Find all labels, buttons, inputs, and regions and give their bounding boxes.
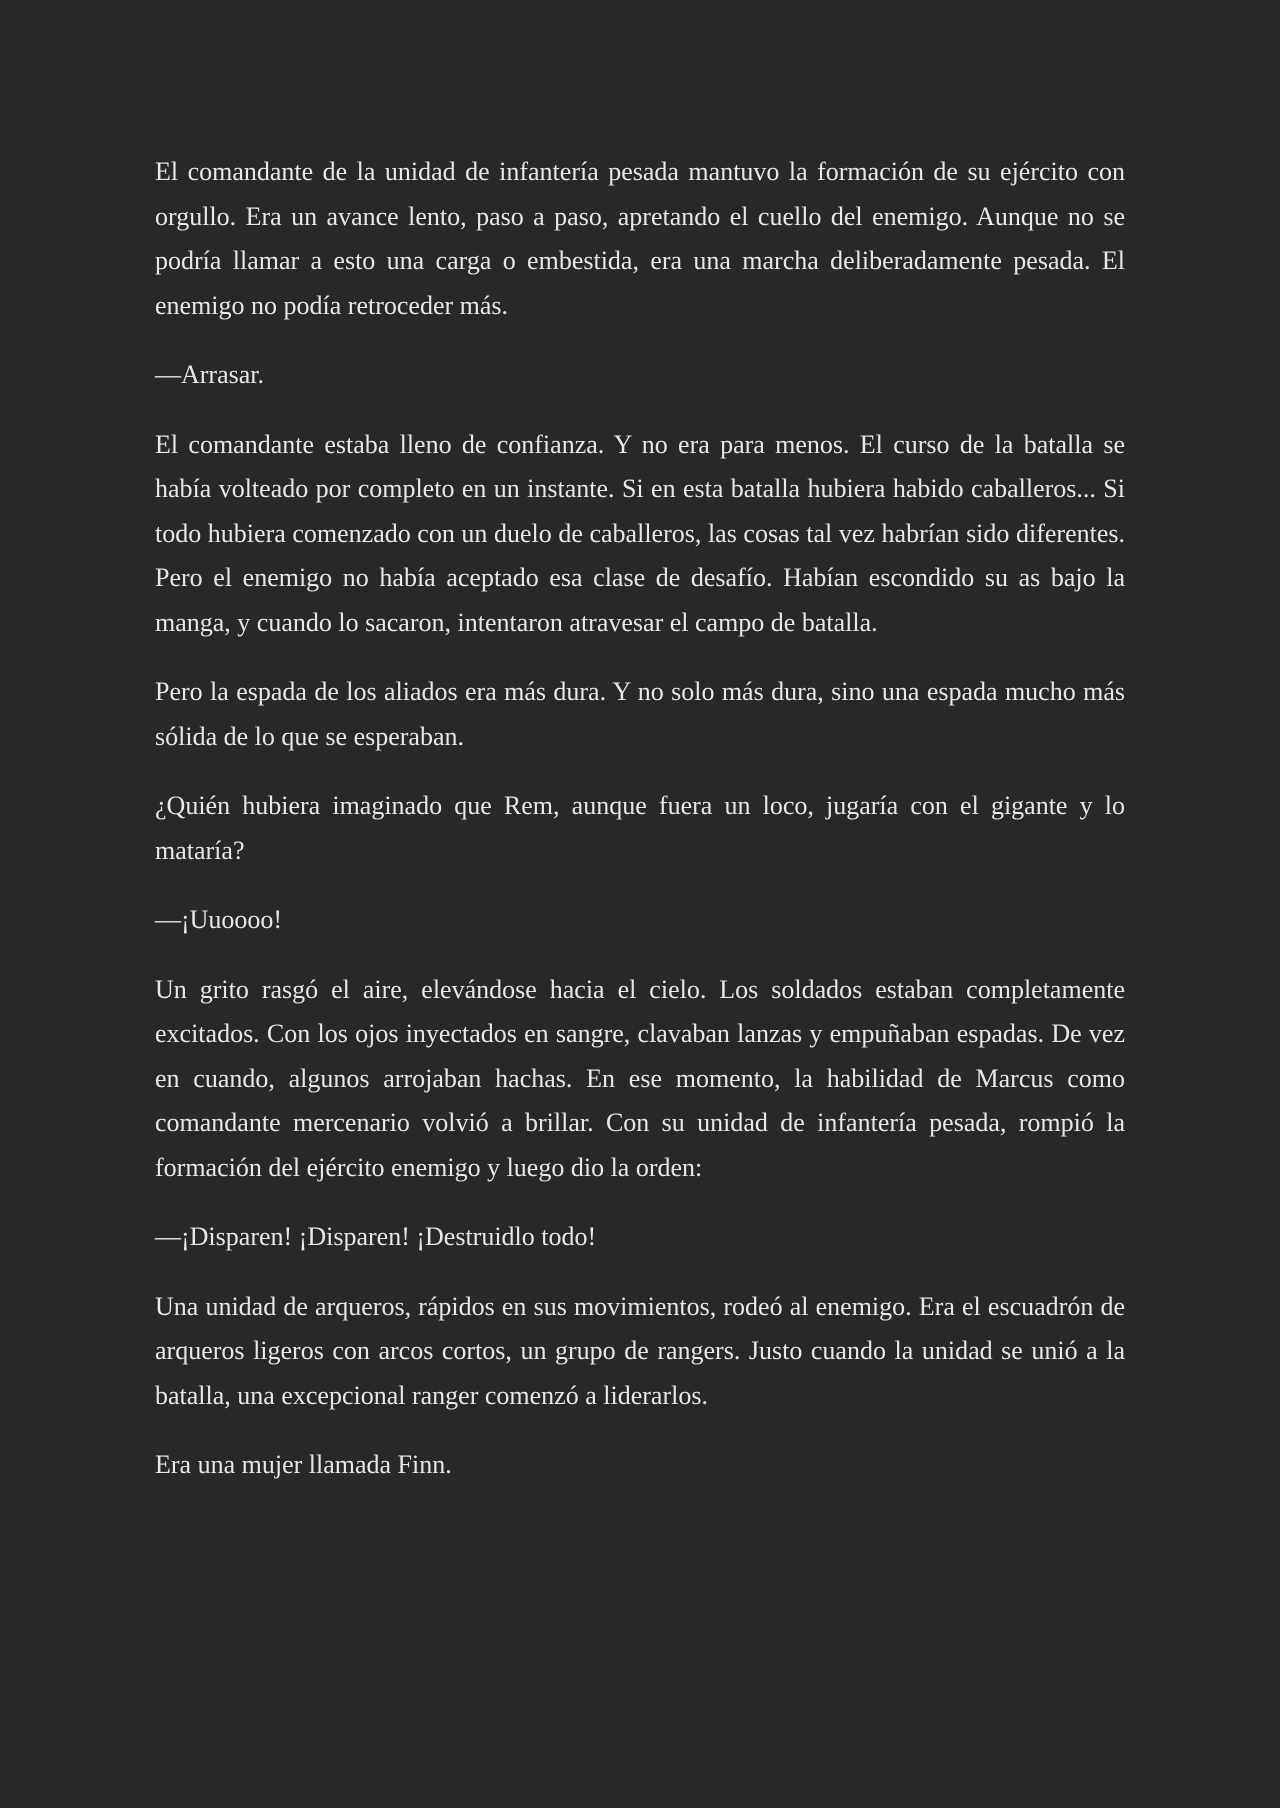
paragraph: Pero la espada de los aliados era más dura. Y no solo más dura, sino una espada mucho más sólida de lo que se esperaban. bbox=[155, 677, 1125, 751]
paragraph: El comandante estaba lleno de confianza. Y no era para menos. El curso de la batalla se había volteado por completo en un instante. Si en esta batalla hubiera habido caballeros... Si todo hubiera comenzado con un duelo de caballeros, las cosas tal vez habrían sido diferentes. Pero el enemigo no había aceptado esa clase de desafío. Habían escondido su as bajo la manga, y cuando lo sacaron, intentaron atravesar el campo de batalla. bbox=[155, 429, 1125, 637]
paragraph: Un grito rasgó el aire, elevándose hacia el cielo. Los soldados estaban completamente excitados. Con los ojos inyectados en sangre, clavaban lanzas y empuñaban espadas. De vez en cuando, algunos arrojaban hachas. En ese momento, la habilidad de Marcus como comandante mercenario volvió a brillar. Con su unidad de infantería pesada, rompió la formación del ejército enemigo y luego dio la orden: bbox=[155, 974, 1125, 1182]
paragraph: —¡Uuoooo! bbox=[155, 905, 283, 934]
paragraph: ¿Quién hubiera imaginado que Rem, aunque fuera un loco, jugaría con el gigante y lo mataría? bbox=[155, 791, 1125, 865]
paragraph: Era una mujer llamada Finn. bbox=[155, 1450, 452, 1479]
paragraph: El comandante de la unidad de infantería pesada mantuvo la formación de su ejército con orgullo. Era un avance lento, paso a paso, apretando el cuello del enemigo. Aunque no se podría llamar a esto una carga o embestida, era una marcha deliberadamente pesada. El enemigo no podía retroceder más. bbox=[155, 157, 1125, 320]
paragraph: —Arrasar. bbox=[155, 360, 265, 389]
reading-content bbox=[155, 150, 1125, 1513]
paragraph: Una unidad de arqueros, rápidos en sus movimientos, rodeó al enemigo. Era el escuadrón de arqueros ligeros con arcos cortos, un grupo de rangers. Justo cuando la unidad se unió a la batalla, una excepcional ranger comenzó a liderarlos. bbox=[155, 1291, 1125, 1410]
paragraph: —¡Disparen! ¡Disparen! ¡Destruidlo todo! bbox=[155, 1222, 597, 1251]
